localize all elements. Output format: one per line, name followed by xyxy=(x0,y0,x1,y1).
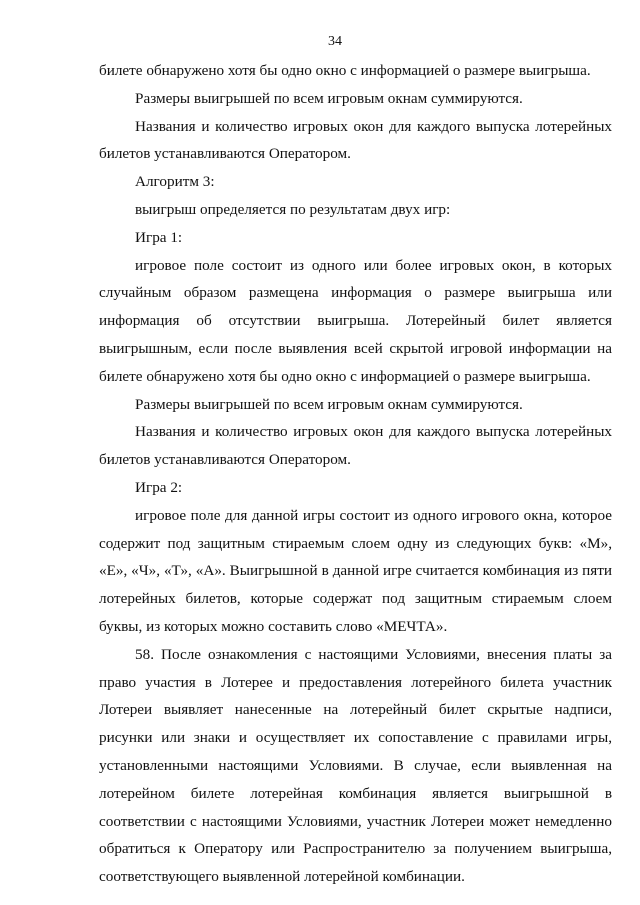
paragraph-window-names-2: Названия и количество игровых окон для каждого выпуска лотерейных билетов устанавливаются Оператором. xyxy=(99,423,612,469)
paragraph-game-1-field: игровое поле состоит из одного или более игровых окон, в которых случайным образом размещена информация о размере выигрыша или информация об отсутствии выигрыша. Лотерейный билет является выигрышным, если после выявления всей скрытой игровой информации на билете обнаружено хотя бы одно окно с информацией о размере выигрыша. xyxy=(99,256,612,385)
paragraph-game-2-field: игровое поле для данной игры состоит из одного игрового окна, которое содержит под защитным стираемым слоем одну из следующих букв: «М», «Е», «Ч», «Т», «А». Выигрышной в данной игре считается комбинация из пяти лотерейных билетов, которые содержат под защитным стираемым слоем буквы, из которых можно составить слово «МЕЧТА». xyxy=(99,506,612,635)
heading-algorithm-3: Алгоритм 3: xyxy=(135,173,215,191)
paragraph-two-games: выигрыш определяется по результатам двух игр: xyxy=(135,200,451,218)
heading-game-1: Игра 1: xyxy=(135,228,183,246)
document-body xyxy=(99,57,612,891)
paragraph-winnings-sum: Размеры выигрышей по всем игровым окнам суммируются. xyxy=(135,89,523,107)
paragraph-continuation: билете обнаружено хотя бы одно окно с информацией о размере выигрыша. xyxy=(99,62,591,79)
heading-game-2: Игра 2: xyxy=(135,478,183,496)
paragraph-window-names: Названия и количество игровых окон для каждого выпуска лотерейных билетов устанавливаются Оператором. xyxy=(99,117,612,163)
paragraph-winnings-sum-2: Размеры выигрышей по всем игровым окнам суммируются. xyxy=(135,395,523,413)
paragraph-clause-58: 58. После ознакомления с настоящими Условиями, внесения платы за право участия в Лотерее и предоставления лотерейного билета участник Лотереи выявляет нанесенные на лотерейный билет скрытые надписи, рисунки или знаки и осуществляет их сопоставление с правилами игры, установленными настоящими Условиями. В случае, если выявленная на лотерейном билете лотерейная комбинация является выигрышной в соответствии с настоящими Условиями, участник Лотереи может немедленно обратиться к Оператору или Распространителю за получением выигрыша, соответствующего выявленной лотерейной комбинации. xyxy=(99,645,612,886)
page-number: 34 xyxy=(328,34,342,49)
